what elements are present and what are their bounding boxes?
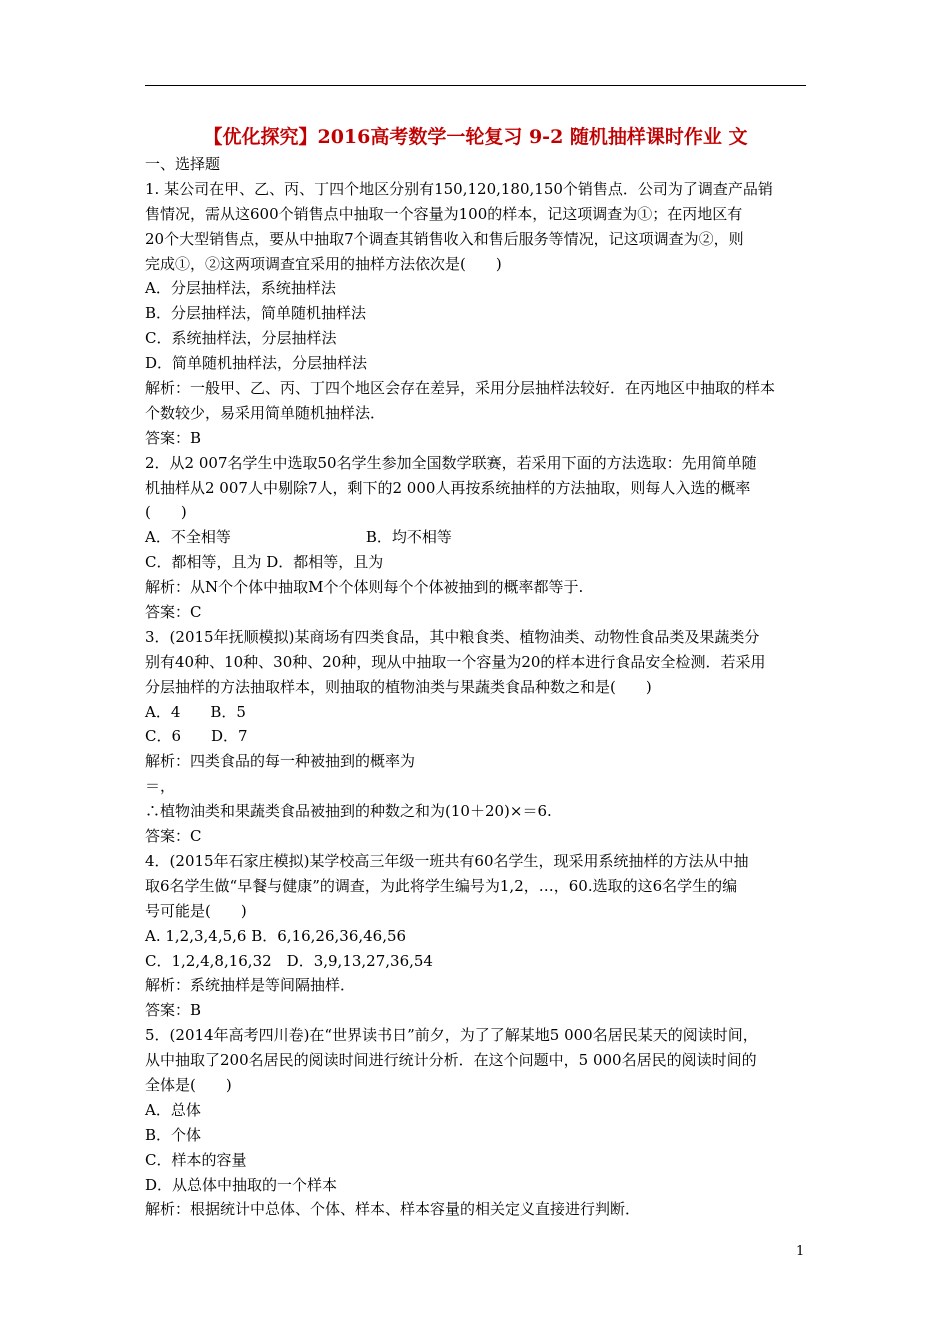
text-line: A. 1,2,3,4,5,6 B．6,16,26,36,46,56 (145, 926, 407, 945)
text-line: ( ) (145, 503, 187, 522)
text-line: ＝， (145, 777, 176, 796)
text-line: 解析：四类食品的每一种被抽到的概率为 (145, 752, 416, 771)
text-line: D．从总体中抽取的一个样本 (145, 1175, 338, 1194)
text-line: 机抽样从2 007人中剔除7人，剩下的2 000人再按系统抽样的方法抽取，则每人入选的概率 (145, 478, 751, 497)
text-line: A．4 B．5 (145, 702, 246, 721)
text-line: 20个大型销售点，要从中抽取7个调查其销售收入和售后服务等情况，记这项调查为②，则 (145, 229, 744, 248)
text-line: 全体是( ) (145, 1075, 232, 1094)
text-line: 答案：B (145, 428, 202, 447)
text-line: 分层抽样的方法抽取样本，则抽取的植物油类与果蔬类食品种数之和是( ) (145, 677, 652, 696)
text-line: 1. 某公司在甲、乙、丙、丁四个地区分别有150,120,180,150个销售点．公司为了调查产品销 (145, 179, 773, 198)
text-line: 别有40种、10种、30种、20种，现从中抽取一个容量为20的样本进行食品安全检测．若采用 (145, 652, 766, 671)
text-line: A．分层抽样法，系统抽样法 (145, 279, 336, 298)
text-line: 完成①，②这两项调查宜采用的抽样方法依次是( ) (145, 254, 502, 273)
text-line: 从中抽取了200名居民的阅读时间进行统计分析．在这个问题中，5 000名居民的阅读时间的 (145, 1051, 757, 1070)
text-line: A．总体 (145, 1100, 201, 1119)
text-line: D．简单随机抽样法，分层抽样法 (145, 354, 368, 373)
text-line: 号可能是( ) (145, 901, 247, 920)
text-line: 2．从2 007名学生中选取50名学生参加全国数学联赛，若采用下面的方法选取：先用简单随 (145, 453, 757, 472)
text-line: 解析：一般甲、乙、丙、丁四个地区会存在差异，采用分层抽样法较好．在丙地区中抽取的样本 (145, 379, 776, 398)
text-line: 答案：C (145, 827, 202, 846)
text-line: 答案：C (145, 603, 202, 622)
text-line: 解析：从N个个体中抽取M个个体则每个个体被抽到的概率都等于. (145, 578, 584, 597)
document-title: 【优化探究】2016高考数学一轮复习 9-2 随机抽样课时作业 文 (203, 126, 748, 148)
page-number: 1 (796, 1244, 805, 1259)
text-line: C．样本的容量 (145, 1150, 247, 1169)
text-line: 4．(2015年石家庄模拟)某学校高三年级一班共有60名学生，现采用系统抽样的方法从中抽 (145, 851, 749, 870)
text-line: 3．(2015年抚顺模拟)某商场有四类食品，其中粮食类、植物油类、动物性食品类及果蔬类分 (145, 627, 760, 646)
text-line: B．分层抽样法，简单随机抽样法 (145, 304, 367, 323)
text-line: 5．(2014年高考四川卷)在“世界读书日”前夕，为了了解某地5 000名居民某天的阅读时间， (145, 1026, 758, 1045)
text-line: 答案：B (145, 1001, 202, 1020)
text-line: C．都相等，且为 D．都相等，且为 (145, 553, 384, 572)
text-line: ∴植物油类和果蔬类食品被抽到的种数之和为(10＋20)×＝6. (145, 802, 552, 821)
text-line: C．1,2,4,8,16,32 D．3,9,13,27,36,54 (145, 951, 433, 970)
text-line: 个数较少，易采用简单随机抽样法． (145, 403, 386, 422)
text-line: 解析：根据统计中总体、个体、样本、样本容量的相关定义直接进行判断． (145, 1200, 641, 1219)
text-line: B．个体 (145, 1125, 202, 1144)
text-line: 售情况，需从这600个销售点中抽取一个容量为100的样本，记这项调查为①；在丙地区有 (145, 204, 743, 223)
document-body (145, 152, 815, 1222)
text-line: 取6名学生做“早餐与健康”的调查，为此将学生编号为1,2，…，60.选取的这6名学生的编 (145, 876, 738, 895)
text-line: C．6 D．7 (145, 727, 248, 746)
text-line: 一、选择题 (145, 155, 221, 173)
text-line: C．系统抽样法，分层抽样法 (145, 329, 337, 348)
text-line: 解析：系统抽样是等间隔抽样． (145, 976, 356, 995)
text-line: A．不全相等 B．均不相等 (145, 528, 452, 547)
header-rule (145, 85, 806, 86)
